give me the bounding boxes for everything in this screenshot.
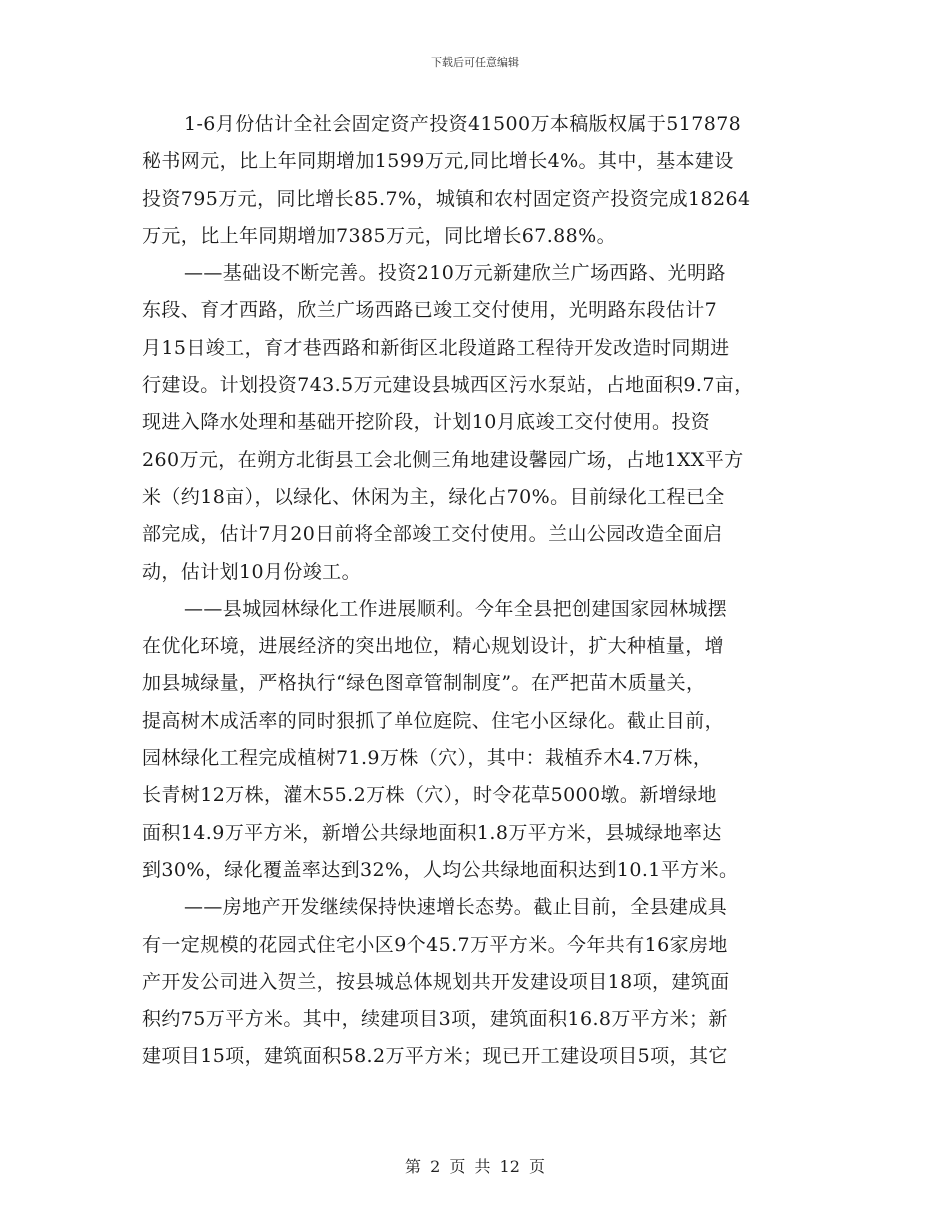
text-line: 到30%，绿化覆盖率达到32%，人均公共绿地面积达到10.1平方米。 xyxy=(142,858,739,881)
page-number: 第 2 页 共 12 页 xyxy=(405,1157,545,1176)
text-line: 万元，比上年同期增加7385万元，同比增长67.88%。 xyxy=(142,224,617,247)
text-line: 建项目15项，建筑面积58.2万平方米；现已开工建设项目5项，其它 xyxy=(142,1045,728,1068)
document-body xyxy=(142,106,814,1076)
text-line: 在优化环境，进展经济的突出地位，精心规划设计，扩大种植量，增 xyxy=(142,635,725,658)
text-line: 月15日竣工，育才巷西路和新街区北段道路工程待开发改造时同期进 xyxy=(142,336,730,359)
text-line: 面积14.9万平方米，新增公共绿地面积1.8万平方米，县城绿地率达 xyxy=(142,821,722,844)
text-line: 有一定规模的花园式住宅小区9个45.7万平方米。今年共有16家房地 xyxy=(142,933,728,956)
text-line: 园林绿化工程完成植树71.9万株（穴），其中：栽植乔木4.7万株， xyxy=(142,747,713,770)
text-line: 加县城绿量，严格执行“绿色图章管制制度”。在严把苗木质量关， xyxy=(142,672,706,695)
text-line: 部完成，估计7月20日前将全部竣工交付使用。兰山公园改造全面启 xyxy=(142,523,723,546)
text-line: 动，估计划10月份竣工。 xyxy=(142,560,361,583)
text-line: 东段、育才西路，欣兰广场西路已竣工交付使用，光明路东段估计7 xyxy=(142,299,718,322)
text-line: ——房地产开发继续保持快速增长态势。截止目前，全县建成具 xyxy=(184,896,728,919)
text-line: 产开发公司进入贺兰，按县城总体规划共开发建设项目18项，建筑面 xyxy=(142,970,730,993)
text-line: 长青树12万株，灌木55.2万株（穴），时令花草5000墩。新增绿地 xyxy=(142,784,717,807)
text-line: ——县城园林绿化工作进展顺利。今年全县把创建国家园林城摆 xyxy=(184,597,728,620)
text-line: 1-6月份估计全社会固定资产投资41500万本稿版权属于517878 xyxy=(184,113,742,135)
text-line: ——基础设不断完善。投资210万元新建欣兰广场西路、光明路 xyxy=(184,262,726,285)
text-line: 秘书网元，比上年同期增加1599万元,同比增长4%。其中，基本建设 xyxy=(142,150,734,173)
text-line: 积约75万平方米。其中，续建项目3项，建筑面积16.8万平方米；新 xyxy=(142,1008,728,1031)
text-line: 行建设。计划投资743.5万元建设县城西区污水泵站，占地面积9.7亩， xyxy=(142,374,754,397)
text-line: 米（约18亩），以绿化、休闲为主，绿化占70%。目前绿化工程已全 xyxy=(142,485,725,508)
text-line: 投资795万元，同比增长85.7%，城镇和农村固定资产投资完成18264 xyxy=(142,187,751,210)
text-line: 现进入降水处理和基础开挖阶段，计划10月底竣工交付使用。投资 xyxy=(142,411,711,434)
text-line: 260万元，在朔方北街县工会北侧三角地建设馨园广场，占地1XX平方 xyxy=(142,448,744,471)
text-line: 提高树木成活率的同时狠抓了单位庭院、住宅小区绿化。截止目前， xyxy=(142,709,725,732)
page-header-note: 下载后可任意编辑 xyxy=(431,56,519,69)
